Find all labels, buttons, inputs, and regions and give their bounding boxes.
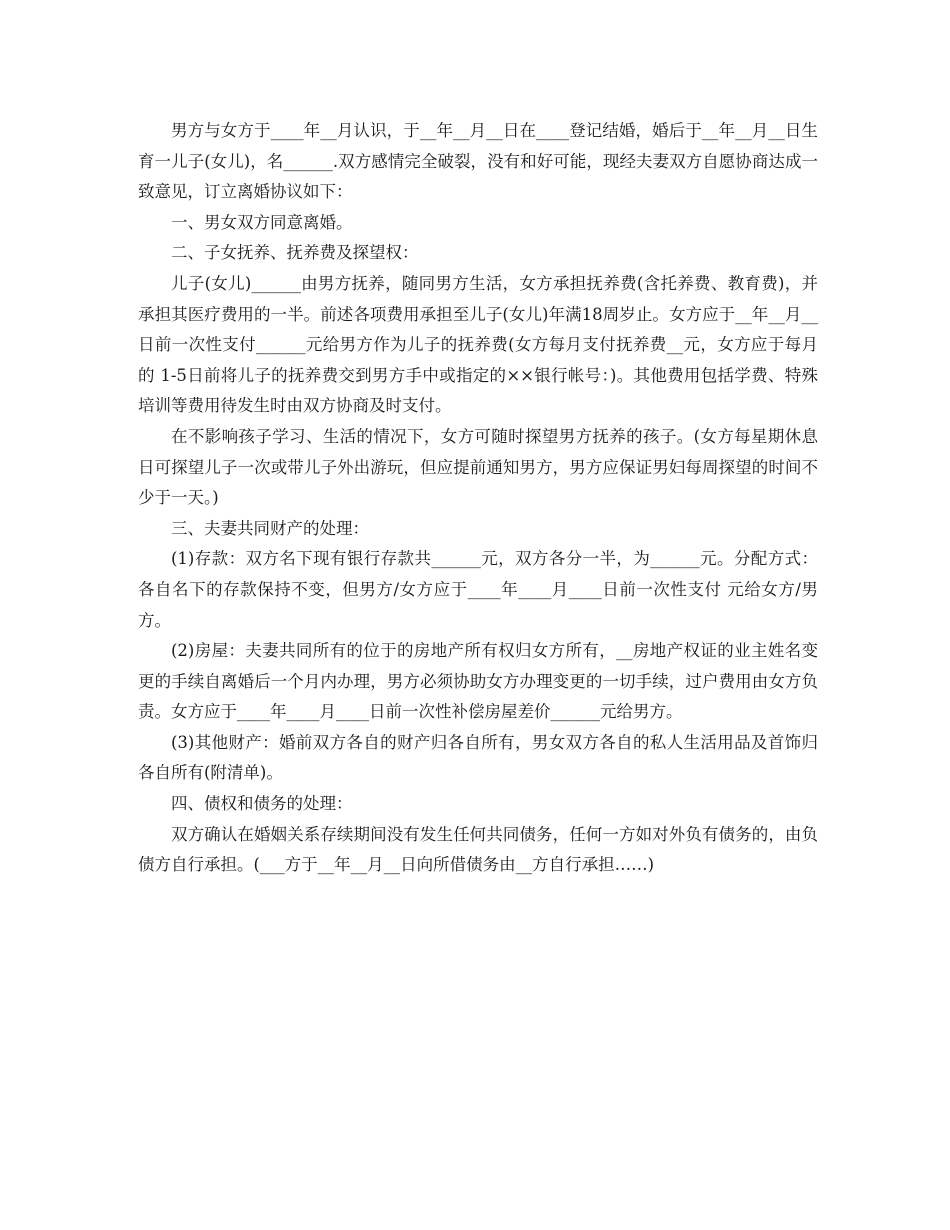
document-body	[138, 116, 818, 881]
other-property-paragraph: (3)其他财产：婚前双方各自的财产归各自所有，男女双方各自的私人生活用品及首饰归各自所有(附清单)。	[138, 732, 818, 783]
savings-paragraph: (1)存款：双方名下现有银行存款共______元，双方各分一半，为______元。分配方式：各自名下的存款保持不变，但男方/女方应于____年____月____日前一次性支付 元给女方/男方。	[138, 549, 818, 630]
child-support-paragraph: 儿子(女儿)______由男方抚养，随同男方生活，女方承担抚养费(含托养费、教育费)，并承担其医疗费用的一半。前述各项费用承担至儿子(女儿)年满18周岁止。女方应于__年__月__日前一次性支付______元给男方作为儿子的抚养费(女方每月支付抚养费__元，女方应于每月的 1-5日前将儿子的抚养费交到男方手中或指定的××银行帐号：)。其他费用包括学费、特殊培训等费用待发生时由双方协商及时支付。	[138, 273, 818, 416]
clause-1-heading: 一、男女双方同意离婚。	[171, 212, 353, 232]
house-paragraph: (2)房屋：夫妻共同所有的位于的房地产所有权归女方所有，__房地产权证的业主姓名变更的手续自离婚后一个月内办理，男方必须协助女方办理变更的一切手续，过户费用由女方负责。女方应于____年____月____日前一次性补偿房屋差价______元给男方。	[138, 641, 818, 722]
clause-3-heading: 三、夫妻共同财产的处理：	[171, 518, 369, 538]
debt-paragraph: 双方确认在婚姻关系存续期间没有发生任何共同债务，任何一方如对外负有债务的，由负债方自行承担。(___方于__年__月__日向所借债务由__方自行承担……)	[138, 824, 818, 875]
clause-4-heading: 四、债权和债务的处理：	[171, 794, 353, 814]
clause-2-heading: 二、子女抚养、抚养费及探望权：	[171, 243, 419, 263]
intro-paragraph: 男方与女方于____年__月认识，于__年__月__日在____登记结婚，婚后于__年__月__日生育一儿子(女儿)，名______.双方感情完全破裂，没有和好可能，现经夫妻双方自愿协商达成一致意见，订立离婚协议如下：	[138, 121, 818, 202]
visitation-paragraph: 在不影响孩子学习、生活的情况下，女方可随时探望男方抚养的孩子。(女方每星期休息日可探望儿子一次或带儿子外出游玩，但应提前通知男方，男方应保证男妇每周探望的时间不少于一天。)	[138, 426, 818, 508]
